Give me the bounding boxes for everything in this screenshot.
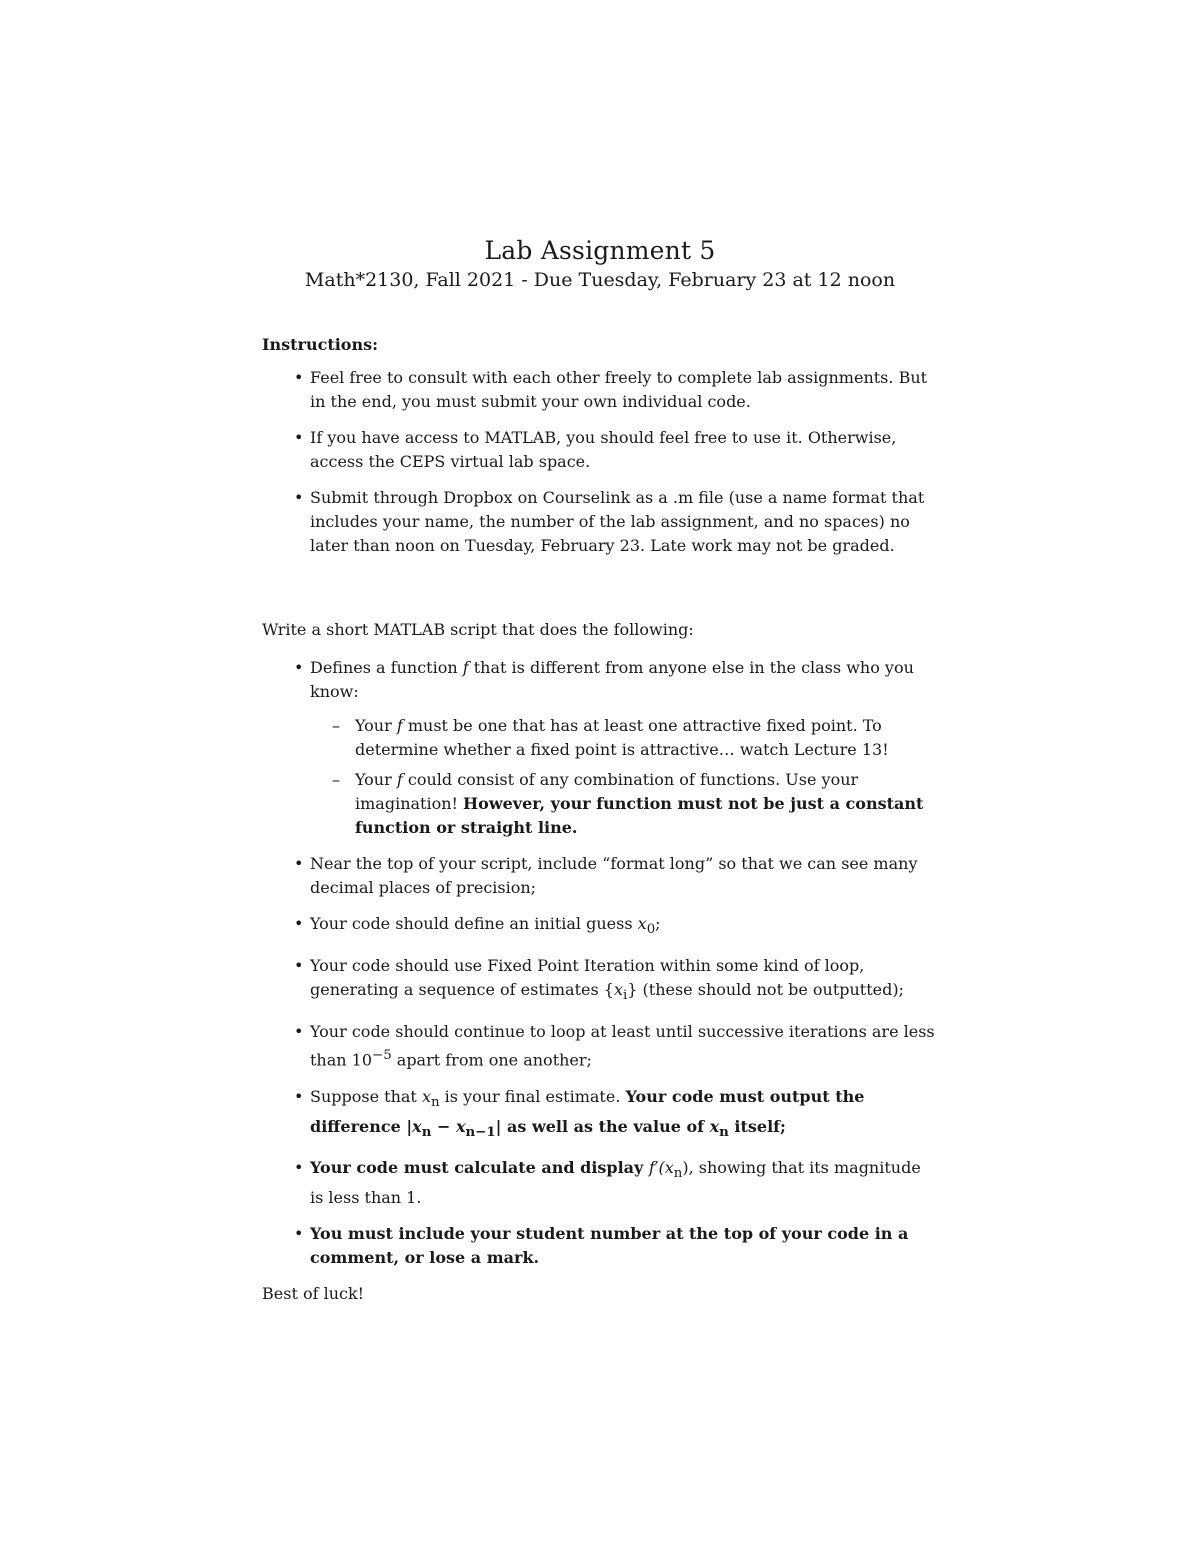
sub-item-attractive-fixed-point bbox=[310, 714, 938, 762]
math-operator: − bbox=[431, 1116, 456, 1136]
task-item-define-function bbox=[262, 656, 938, 840]
task-text: ; bbox=[655, 914, 661, 933]
task-item-tolerance bbox=[262, 1020, 938, 1072]
math-exponent: −5 bbox=[372, 1048, 392, 1064]
math-symbol: x bbox=[412, 1116, 422, 1136]
sub-text: Your bbox=[355, 770, 397, 789]
task-list bbox=[262, 656, 938, 1270]
bullet-icon: • bbox=[294, 1022, 304, 1042]
instruction-text: Submit through Dropbox on Courselink as a .m file (use a name format that includes your name, the number of the lab assignment, and no spaces) no later than noon on Tuesday, February 23. Late work may not be graded. bbox=[310, 488, 925, 555]
instruction-item bbox=[262, 366, 938, 414]
task-text: Suppose that bbox=[310, 1086, 422, 1106]
bullet-icon: • bbox=[294, 428, 304, 447]
math-subscript: n bbox=[719, 1124, 729, 1141]
math-symbol: f′( bbox=[648, 1158, 665, 1178]
bullet-icon: • bbox=[294, 658, 304, 677]
sub-text-emphasis: However, your function must not be just a constant function or straight line. bbox=[355, 794, 924, 837]
sub-list bbox=[310, 714, 938, 840]
task-text: Your code should use Fixed Point Iteration within some kind of loop, generating a sequence of estimates { bbox=[310, 956, 865, 1000]
math-subscript: n−1 bbox=[465, 1124, 496, 1141]
task-text-emphasis: You must include your student number at the top of your code in a comment, or lose a mark. bbox=[310, 1224, 909, 1268]
task-text: Near the top of your script, include “format long” so that we can see many decimal places of precision; bbox=[310, 854, 918, 897]
task-item-final-estimate bbox=[262, 1085, 938, 1144]
math-symbol: x bbox=[613, 980, 623, 1000]
page-subtitle: Math*2130, Fall 2021 - Due Tuesday, February 23 at 12 noon bbox=[304, 269, 896, 291]
math-symbol: x bbox=[421, 1086, 431, 1106]
math-subscript: n bbox=[430, 1094, 440, 1110]
task-text: Your code should continue to loop at least until successive iterations are less than 10 bbox=[310, 1022, 935, 1070]
bullet-icon: • bbox=[294, 914, 304, 933]
task-item-derivative bbox=[262, 1156, 938, 1210]
task-item-student-number bbox=[262, 1222, 938, 1270]
page-title: Lab Assignment 5 bbox=[484, 236, 716, 265]
task-text: apart from one another; bbox=[391, 1050, 592, 1070]
task-text: Your code should define an initial guess bbox=[310, 914, 638, 933]
emphasis-text: | as well as the value of bbox=[495, 1116, 710, 1136]
math-symbol: x bbox=[455, 1116, 466, 1136]
emphasis-text: itself; bbox=[728, 1116, 786, 1136]
bullet-icon: • bbox=[294, 488, 304, 507]
math-subscript: n bbox=[673, 1166, 683, 1182]
closing-text: Best of luck! bbox=[262, 1284, 365, 1304]
task-item-fixed-point-iteration bbox=[262, 954, 938, 1008]
instruction-item bbox=[262, 486, 938, 558]
instruction-text: If you have access to MATLAB, you should feel free to use it. Otherwise, access the CEPS virtual lab space. bbox=[310, 428, 897, 471]
task-text: is your final estimate. bbox=[439, 1086, 626, 1106]
sub-text: could consist of any combination of functions. Use your imagination! bbox=[355, 770, 859, 813]
document-page bbox=[262, 236, 938, 1306]
math-subscript: i bbox=[622, 988, 628, 1004]
bullet-icon: • bbox=[294, 956, 304, 976]
sub-text: Your bbox=[355, 716, 397, 735]
task-text: } (these should not be outputted); bbox=[627, 980, 904, 1000]
math-symbol: f bbox=[396, 716, 403, 735]
task-text: that is different from anyone else in the class who you know: bbox=[310, 658, 914, 701]
task-intro: Write a short MATLAB script that does the following: bbox=[262, 620, 694, 639]
math-subscript: n bbox=[421, 1124, 432, 1141]
math-paren: ) bbox=[682, 1158, 689, 1178]
bullet-icon: • bbox=[294, 1158, 304, 1178]
task-text-emphasis: Your code must calculate and display bbox=[310, 1158, 649, 1178]
bullet-icon: • bbox=[294, 1224, 304, 1244]
sub-text: must be one that has at least one attractive fixed point. To determine whether a fixed point is attractive… watch Lecture 13! bbox=[355, 716, 889, 759]
math-symbol: f bbox=[462, 658, 469, 677]
bullet-icon: • bbox=[294, 854, 304, 873]
task-text: Defines a function bbox=[310, 658, 463, 677]
dash-icon: – bbox=[332, 716, 340, 735]
task-text: , showing that its magnitude is less than 1. bbox=[310, 1158, 921, 1208]
math-symbol: x bbox=[637, 914, 647, 933]
task-item-format-long bbox=[262, 852, 938, 900]
emphasis-text: Your code must output the difference | bbox=[310, 1086, 865, 1136]
math-symbol: x bbox=[709, 1116, 720, 1136]
math-subscript: 0 bbox=[646, 922, 656, 938]
math-symbol: x bbox=[664, 1158, 674, 1178]
task-item-initial-guess bbox=[262, 912, 938, 942]
instructions-heading: Instructions: bbox=[262, 335, 379, 354]
sub-item-combination bbox=[310, 768, 938, 840]
instructions-list bbox=[262, 366, 938, 558]
math-symbol: f bbox=[396, 770, 403, 789]
instruction-text: Feel free to consult with each other freely to complete lab assignments. But in the end, you must submit your own individual code. bbox=[310, 368, 928, 411]
instruction-item bbox=[262, 426, 938, 474]
bullet-icon: • bbox=[294, 1086, 304, 1106]
dash-icon: – bbox=[332, 770, 340, 789]
bullet-icon: • bbox=[294, 368, 304, 387]
